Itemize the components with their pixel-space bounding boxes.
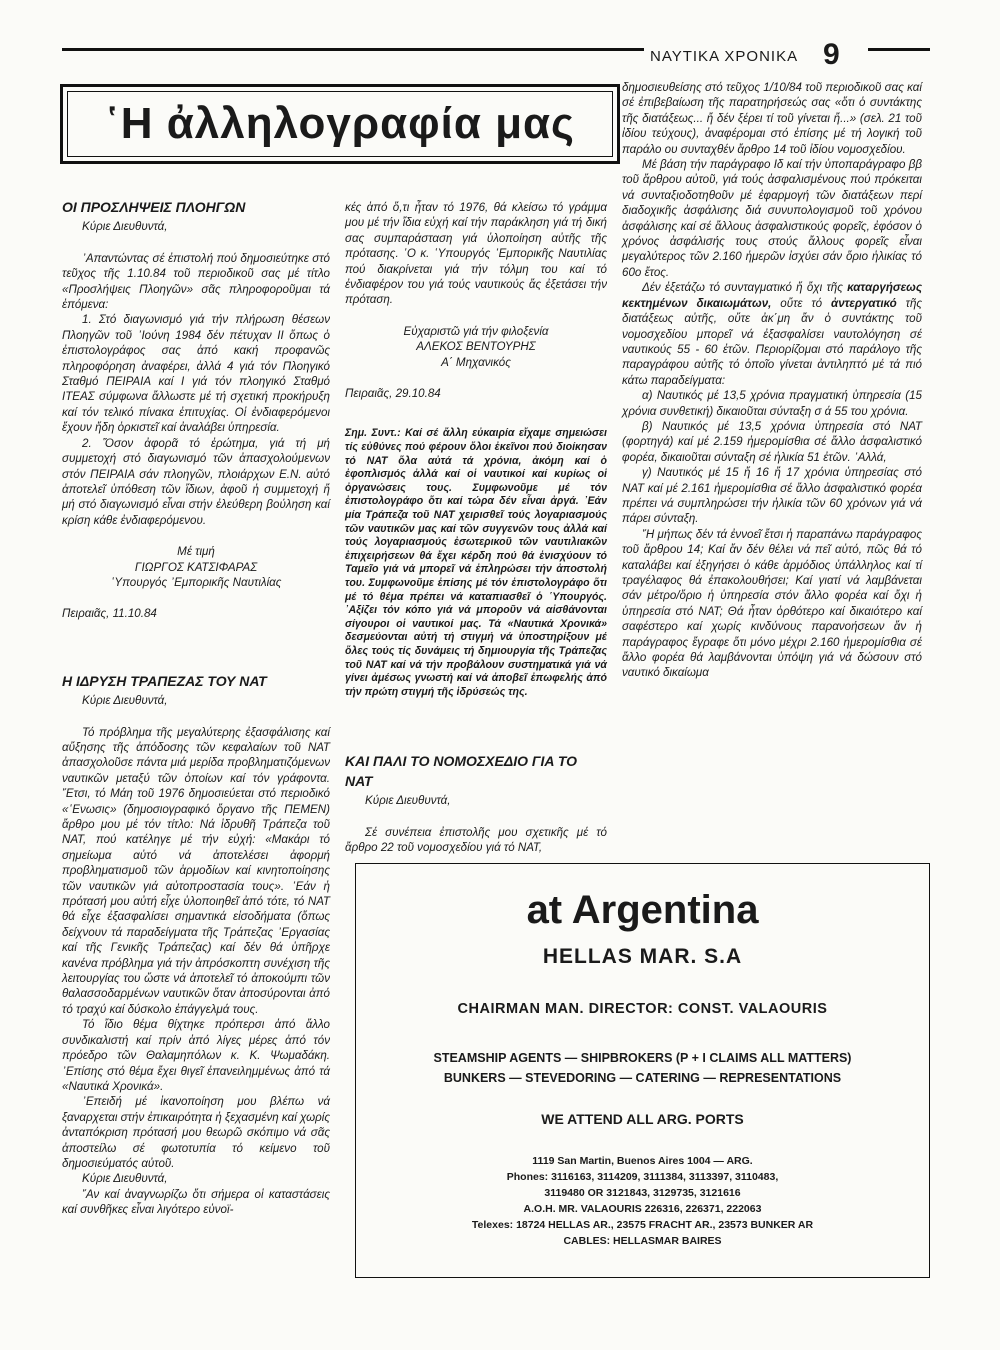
letter1-closing: Μέ τιμή (177, 545, 215, 559)
ad-cables: CABLES: HELLASMAR BAIRES (563, 1235, 722, 1247)
letter2-signer: ΑΛΕΚΟΣ ΒΕΝΤΟΥΡΗΣ (416, 340, 536, 354)
letter3-paragraph: δημοσιευθείσης στό τεῦχος 1/10/84 τοῦ περιοδικοῦ σας καί σέ ἐπιβεβαίωση τῆς παρατηρήσεώς σας «ὅτι ὁ συντάκτης τῆς διατάξεως... ἤ δέν ξέρει τί τοῦ γίνεται ἤ...» (σελ. 21 τοῦ ἰδίου τεύχους), ἀναφέρομαι στό ἐπίσης μέ τή λογική τοῦ παράλο ου συνταχθέν ἄρθρο 14 τοῦ ἰδίου νομοσχεδίου. (622, 81, 922, 156)
letter3-paragraph (622, 280, 922, 388)
letter2-heading: Η ΙΔΡΥΣΗ ΤΡΑΠΕΖΑΣ ΤΟΥ ΝΑΤ (62, 672, 267, 689)
advertisement-box (355, 863, 930, 1278)
letter1-heading: ΟΙ ΠΡΟΣΛΗΨΕΙΣ ΠΛΟΗΓΩΝ (62, 199, 246, 215)
letter2-thanks: Εὐχαριστῶ γιά τήν φιλοξενία (403, 324, 549, 338)
editor-note: Σημ. Συντ.: Καί σέ ἄλλη εὐκαιρία εἴχαμε σημειώσει τίς εὐθύνες πού φέρουν ὅλοι ἐκεῖνοι πού διοίκησαν τό ΝΑΤ ὅλα αὐτά τά χρόνια, ἀκόμη καί ὁ ἐφοπλισμός ἀλλά καί οἱ ναυτικοί καί κυρίως οἱ ὀργανώσεις τους. Συμφωνοῦμε μέ τόν ἐπιστολογράφο ὅτι καί τώρα δέν εἶναι ἀργά. ᾿Εάν μία Τράπεζα τοῦ ΝΑΤ χειρισθεῖ τούς λογαριασμούς τῶν ναυτικῶν μας καί τῶν συγγενῶν τους ἀλλά καί τούς λογαριασμούς ἐσωτερικοῦ τῶν ναυτιλιακῶν ἐπιχειρήσεων θά ἔχει κέρδη πού θά ἐνισχύουν τό Ταμεῖο γιά νά μπορεῖ νά ἐπληρώσει τήν ἀποστολή του. Συμφωνοῦμε ἐπίσης μέ τόν ἐπιστολογράφο ὅτι μέ τό θέμα πρέπει νά καταπιασθεῖ ὁ ῾Υπουργός. ᾿Αξίζει τόν κόπο γιά νά μποροῦν νά αἰσθάνονται σίγουροι οἱ ναυτικοί μας. Τά «Ναυτικά Χρονικά» δεσμεύονται αὐτή τή στιγμή νά ὑποστηρίξουν μέ ὅλες τούς τίς δυνάμεις τή δημιουργία τῆς Τράπεζας τοῦ ΝΑΤ καί νά τήν προβάλουν συστηματικά γιά νά γίνει ἀμέσως γνωστή καί νά ἀποβεῖ ἐπωφελής ἀπό τήν πρώτη στιγμή τῆς ἱδρύσεώς της. (345, 427, 607, 698)
column-1 (62, 200, 330, 1218)
letter1-signer-title: ῾Υπουργός ᾿Εμπορικῆς Ναυτιλίας (110, 575, 282, 589)
emphasis-text: ἀντεργατικό (831, 296, 897, 310)
letter3-paragraph: Μέ βάση τήν παράγραφο Ιδ καί τήν ὑποπαράγραφο ββ τοῦ ἄρθρου αὐτοῦ, γιά τούς ἀσφαλισμένους πού πρόκειται νά συνταξιοδοτηθοῦν μέ ἐφαρμογή τῶν διατάξεων περί διαδοχικῆς ἀσφάλισης διά συνυπολογισμοῦ τοῦ χρόνου ἀσφάλισης καί σέ ἄλλους ἀσφαλιστικούς φορεῖς, ἐφόσον ὁ χρόνος ἀσφάλισής τους στούς ἄλλους φορεῖς εἶναι μεγαλύτερος τῶν 2.160 ἡμερῶν ἰσχύει σάν ὅριο ἡλικίας τό 60ο ἔτος. (622, 158, 922, 279)
letter1-paragraph: 1. Στό διαγωνισμό γιά τήν πλήρωση θέσεων Πλοηγῶν τοῦ ᾿Ιούνη 1984 δέν πέτυχαν ΙΙ ὅπως ὁ ἐπιστολογράφος σας ἀπό κακή προφανῶς πληροφόρηση ἀναφέρει, ἀλλά 4 γιά τόν Πλοηγικό Σταθμό ΠΕΙΡΑΙΑ καί Ι γιά τόν πλοηγικό Σταθμό ΙΤΕΑΣ σύμφωνα ἄλλωστε μέ τή σχετική προκήρυξη καί τόν τελικό πίνακα ἐπιτυχίας. Οἱ ἐνδιαφερόμενοι ἔχουν ἤδη ὁρκιστεῖ καί ἀναλάβει ὑπηρεσία. (62, 313, 330, 435)
letter1-paragraph: 2. Ὅσον ἀφορᾶ τό ἐρώτημα, γιά τή μή συμμετοχή στό διαγωνισμό τῶν ἀπασχολούμενων στόν ΠΕΙΡΑΙΑ σάν πλοηγῶν, πλοιάρχων Ε.Ν. αὐτό ἀποτελεῖ ὑπόθεση τῶν ἴδιων, ἀφοῦ ἡ συμμετοχή ἤ μή στό διαγωνισμό εἶναι στήν ἐλεύθερη βούληση καί κρίση κάθε ἐνδιαφερόμενου. (62, 436, 330, 527)
letter1-salutation: Κύριε Διευθυντά, (82, 220, 168, 234)
header-rule-left (62, 48, 644, 51)
ad-services-1: STEAMSHIP AGENTS — SHIPBROKERS (P + I CLAIMS ALL MATTERS) (433, 1051, 852, 1065)
banner-title: ῾Η ἀλληλογραφία μας (67, 91, 613, 157)
ad-company: HELLAS MAR. S.A (542, 945, 743, 968)
example-c: γ) Ναυτικός μέ 15 ἤ 16 ἤ 17 χρόνια ὑπηρεσίας στό ΝΑΤ καί μέ 2.161 ἡμερομίσθια σέ ἄλλο ἀσφαλιστικό φορέα πρέπει νά συμπληρώσει τήν ἡλικία τῶν 60 χρόνων γιά νά πάρει σύνταξη. (622, 466, 922, 526)
letter2-paragraph: ᾿Επειδή μέ ἱκανοποίηση μου βλέπω νά ξαναρχεται στήν ἐπικαιρότητα ἡ ξεχασμένη καί χωρίς ἀνταπόκριση πρότασή μου θεωρῶ σκόπιμο νά σᾶς ἀποστείλω σέ φωτοτυπία τό κείμενο τοῦ δημοσιεύματός αὐτοῦ. (62, 1095, 331, 1170)
letter1-place-date: Πειραιᾶς, 11.10.84 (62, 607, 157, 621)
letter3-heading: ΚΑΙ ΠΑΛΙ ΤΟ ΝΟΜΟΣΧΕΔΙΟ ΓΙΑ ΤΟ ΝΑΤ (345, 753, 578, 790)
letter2-continuation: κές ἀπό ὅ,τι ἦταν τό 1976, θά κλείσω τό γράμμα μου μέ τήν ἴδια εὐχή καί τήν παράκληση γιά τή δική σας συμπαράσταση γιά ὑλοποίηση αὐτῆς τῆς πρότασης. ῾Ο κ. ῾Υπουργός ᾿Εμπορικῆς Ναυτιλίας πού διακρίνεται γιά τήν τόλμη του καί τό ἐνδιαφέρον του γιά τούς ναυτικούς ἄς ἐξετάσει τήν πρόταση. (345, 201, 607, 307)
column-2 (345, 200, 607, 856)
header-rule-right (868, 48, 930, 51)
ad-services-2: BUNKERS — STEVEDORING — CATERING — REPRESENTATIONS (443, 1071, 842, 1085)
letter2-signer-title: Α΄ Μηχανικός (441, 355, 511, 369)
letter2-salutation: Κύριε Διευθυντά, (82, 694, 168, 708)
page-number: 9 (823, 38, 840, 71)
letter1-paragraph: ᾿Απαντώντας σέ ἐπιστολή πού δημοσιεύτηκε στό τεῦχος τῆς 1.10.84 τοῦ περιοδικοῦ σας μέ τίτλο «Προσλήψεις Πλοηγῶν» σᾶς πληροφοροῦμαι τά ἑπόμενα: (62, 251, 330, 312)
column-3 (622, 80, 922, 681)
letter3-salutation: Κύριε Διευθυντά, (365, 794, 451, 808)
letter2-continued: ῎Αν καί ἀναγνωρίζω ὅτι σήμερα οἱ καταστάσεις καί συνθῆκες εἶναι λιγότερο εὐνοϊ- (62, 1187, 330, 1217)
ad-headline: at Argentina (526, 888, 759, 932)
letter2-paragraph: Τό ἴδιο θέμα θίχτηκε πρόπερσι ἀπό ἄλλο συνδικαλιστή καί πρίν ἀπό λίγες μέρες ἀπό τόν πρόεδρο τῶν Θαλαμηπόλων κ. Κ. Ψωμαδάκη. ᾿Επίσης στό θέμα ἔχει θιγεῖ ἐπανειλημμένως ἀπό τά «Ναυτικά Χρονικά». (62, 1018, 330, 1093)
emphasis-text: καταργήσεως κεκτημένων δικαιωμάτων, (622, 281, 922, 310)
ad-phones-1: Phones: 3116163, 3114209, 3111384, 3113397, 3110483, (506, 1171, 779, 1183)
ad-phones-2: 3119480 OR 3121843, 3129735, 3121616 (544, 1187, 741, 1199)
example-a: α) Ναυτικός μέ 13,5 χρόνια πραγματική ὑπηρεσία (15 χρόνια συνθετική) δικαιοῦται σύνταξη σ ά 55 του χρόνια. (622, 389, 922, 418)
letter3-paragraph: ῞Η μήπως δέν τά ἐννοεῖ ἔτσι ἡ παραπάνω παράγραφος τοῦ ἄρθρου 14; Καί ἄν δέν θέλει νά πεῖ αὐτό, πῶς θά τό καταλάβει καί ἐξηγήσει ὁ κάθε ἁρμόδιος ὑπάλληλος καί τί τραγέλαφος θά ἐπακολουθήσει; Καί γιατί νά λαμβάνεται σάν μέτρο/ὅριο ἡ ὑπηρεσία στόν ἄλλο φορέα καί ὄχι ἡ ὑπηρεσία στό ΝΑΤ; Θά ἦταν ὀρθότερο καί δικαιότερο καί σαφέστερο καί χωρίς κινδύνους παρανοήσεων ἄν ἡ παράγραφος ἔγραφε ὅτι μόνο μέχρι 2.160 ἡμερομίσθια σέ ἄλλο φορέα θά λαμβάνονται ὑπόψη γιά νά δώσουν στό ναυτικό δικαίωμα (622, 527, 922, 680)
ad-address: 1119 San Martin, Buenos Aires 1004 — ARG. (532, 1155, 753, 1167)
text-run: οὔτε τό (771, 296, 831, 310)
ad-telexes: Telexes: 18724 HELLAS AR., 23575 FRACHT AR., 23573 BUNKER AR (471, 1219, 814, 1231)
ad-ports: WE ATTEND ALL ARG. PORTS (541, 1111, 744, 1127)
publication-title: ΝΑΥΤΙΚΑ ΧΡΟΝΙΚΑ (650, 48, 799, 65)
letter2-place-date: Πειραιᾶς, 29.10.84 (345, 387, 441, 401)
letter3-start: Σέ συνέπεια ἐπιστολῆς μου σχετικῆς μέ τό ἄρθρο 22 τοῦ νομοσχεδίου γιά τό ΝΑΤ, (345, 825, 607, 855)
letter2-paragraph: Τό πρόβλημα τῆς μεγαλύτερης ἐξασφάλισης καί αὔξησης τῆς ἀπόδοσης τῶν κεφαλαίων τοῦ ΝΑΤ ἀπασχολοῦσε πάντα μιά μερίδα προβληματιζόμενων ναυτικῶν μεταξύ τῶν ὁποίων καί τόν γράφοντα. ῎Ετσι, τό Μάη τοῦ 1976 δημοσιεύεται στό περιοδικό «῾Ενωσις» (δημοσιογραφικό ὄργανο τῆς ΠΕΜΕΝ) ἄρθρο μου μέ τόν τίτλο: Νά ἱδρυθῆ Τράπεζα τοῦ ΝΑΤ, πού κατέληγε μέ τήν εὐχή: «Μακάρι τό σημείωμα αὐτό νά ἀποτελέσει ἀφορμή προβληματισμοῦ τῶν ἁρμοδίων καί κινητοποίησης τῶν ναυτικῶν γιά αὐτοπροστασία τους». ᾿Εάν ἡ πρότασή μου αὐτή εἶχε ὑλοποιηθεῖ ἀπό τότε, τό ΝΑΤ θά εἶχε ἐξασφαλίσει σημαντικά εἰσοδήματα (ὅπως δείχνουν τά παραδείγματα τῆς Τράπεζας ᾿Εργασίας καί τῆς Γενικῆς Τράπεζας) καί δέν θά ὑπῆρχε κανένα πρόβλημα γιά τήν ἀπρόσκοπτη συνέχιση τῆς λειτουργίας του ὥστε νά ἀποτελεῖ τό ἀποκούμπι τῶν θαλασσοδαρμένων ναυτικῶν ὅταν ἀποσύρονται ἀπό τό τραχύ καί δύσκολο ἐπάγγελμά τους. (62, 725, 330, 1016)
text-run: τῆς διατάξεως αὐτῆς, οὔτε ἀκ΄μη ἄν ὁ συντάκτης τοῦ νομοσχεδίου μπορεῖ νά ἐξασφαλίσει ναυτολόγηση σέ ναυτικούς 55 - 60 ἐτῶν. Περιορίζομαι στό παράλογο τῆς παραγράφου αὐτῆς τό ὁποῖο γίνεται ἀντιληπτό μέ τά πιό κάτω παραδείγματα: (622, 296, 923, 387)
ad-aoh: A.O.H. MR. VALAOURIS 226316, 226371, 222063 (523, 1203, 762, 1215)
section-banner (60, 84, 620, 164)
example-b: β) Ναυτικός μέ 13,5 χρόνια ὑπηρεσία στό ΝΑΤ (φορτηγά) καί μέ 2.159 ἡμερομίσθια σέ ἄλλο ἀσφαλιστικό φορέα, δικαιοῦται σύνταξη σέ ἡλικία 51 ἐτῶν. ᾿Αλλά, (622, 419, 922, 464)
text-run: Δέν ἐξετάζω τό συνταγματικό ἤ ὄχι τῆς (642, 281, 848, 295)
letter2-salutation-2: Κύριε Διευθυντά, (82, 1172, 168, 1186)
ad-chairman: CHAIRMAN MAN. DIRECTOR: CONST. VALAOURIS (457, 1001, 828, 1017)
letter1-signer: ΓΙΩΡΓΟΣ ΚΑΤΣΙΦΑΡΑΣ (134, 560, 258, 574)
